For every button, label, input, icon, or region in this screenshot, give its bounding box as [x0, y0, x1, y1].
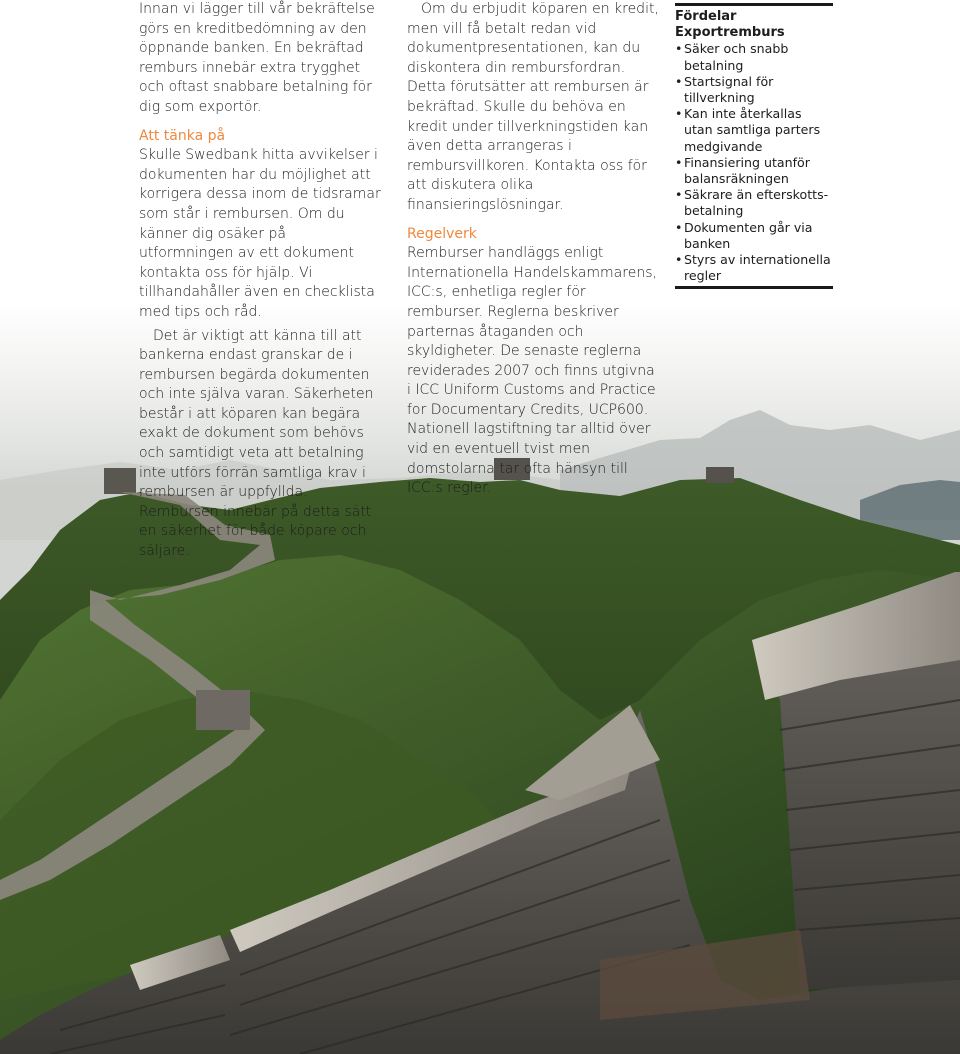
column-middle [407, 0, 659, 499]
intro-paragraph: Om du erbjudit köparen en kredit, men vill få betalt redan vid dokumentpresentationen, kan du diskontera din rembursfordran. Detta förutsätter att rembursen är bekräftad. Skulle du behöva en kredit under tillverkningstiden kan även detta arrangeras i rembursvillkoren. Kontakta oss för att diskutera olika finansieringslösningar. [407, 1, 659, 213]
section-heading-regelverk: Regelverk [407, 225, 477, 242]
section-heading-att-tanka-pa: Att tänka på [139, 127, 226, 144]
list-item: • Startsignal för tillverkning [675, 74, 833, 106]
list-item: • Dokumenten går via banken [675, 220, 833, 252]
intro-paragraph: Innan vi lägger till vår bekräftelse görs en kreditbedömning av den öppnande banken. En bekräftad remburs innebär extra trygghet och oftast snabbare betalning för dig som exportör. [139, 1, 375, 115]
advantages-list [675, 41, 833, 284]
list-item: • Kan inte återkallas utan samtliga parters medgivande [675, 106, 833, 155]
body-paragraph: Remburser handläggs enligt Internationella Handelskammarens, ICC:s, enhetliga regler för remburser. Reglerna beskriver parternas åtaganden och skyldigheter. De senaste reglerna reviderades 2007 och finns utgivna i ICC Uniform Customs and Practice for Documentary Credits, UCP600. Nationell lagstiftning tar alltid över vid en eventuell tvist men domstolarna tar ofta hänsyn till ICC:s regler. [407, 245, 657, 497]
list-item: • Säkrare än efterskotts-betalning [675, 187, 833, 219]
sidebar-title: Fördelar Exportremburs [675, 9, 785, 41]
list-item: • Styrs av internationella regler [675, 252, 833, 284]
body-paragraph: Skulle Swedbank hitta avvikelser i dokumenten har du möjlighet att korrigera dessa inom de tidsramar som står i rembursen. Om du känner dig osäker på utformningen av ett dokument kontakta oss för hjälp. Vi tillhandahåller även en checklista med tips och råd. [139, 147, 381, 320]
body-paragraph: Det är viktigt att känna till att bankerna endast granskar de i rembursen begärda dokumenten och inte själva varan. Säkerheten består i att köparen kan begära exakt de dokument som behövs och samtidigt veta att betalning inte utförs förrän samtliga krav i rembursen är uppfyllda. Rembursen innebär på detta sätt en säkerhet för både köpare och säljare. [139, 327, 374, 560]
advantages-sidebar [675, 3, 833, 289]
list-item: • Finansiering utanför balansräkningen [675, 155, 833, 187]
column-left [139, 0, 381, 562]
list-item: • Säker och snabb betalning [675, 41, 833, 73]
